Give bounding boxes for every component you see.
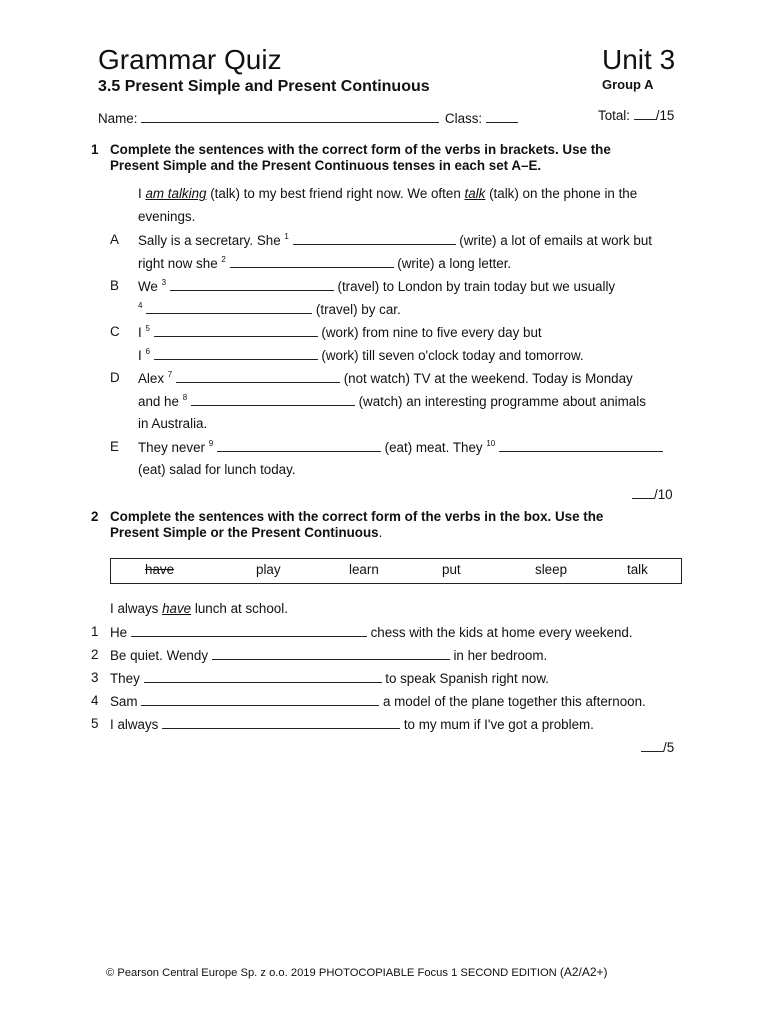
ex2-item-number-2: 2: [91, 647, 99, 662]
blank-6[interactable]: [154, 347, 318, 360]
blank-3[interactable]: [170, 278, 334, 291]
ex2-item-3: They to speak Spanish right now.: [110, 671, 549, 686]
ex2-instruction-1: Complete the sentences with the correct form of the verbs in the box. Use the: [110, 509, 604, 524]
footer-level: (A2/A2+): [559, 965, 608, 979]
ex1-score-blank[interactable]: [632, 486, 654, 499]
ex2-instruction-2: Present Simple or the Present Continuous: [110, 525, 379, 540]
blank-4[interactable]: [146, 301, 312, 314]
footer-text: © Pearson Central Europe Sp. z o.o. 2019 PHOTOCOPIABLE Focus 1 SECOND EDITION: [106, 967, 560, 979]
ex1-letter-e: E: [110, 439, 119, 454]
quiz-title: Grammar Quiz: [98, 44, 282, 75]
total-score: [598, 107, 674, 124]
word-have: have: [145, 562, 175, 577]
ex2-score: /5: [641, 739, 674, 756]
ex2-item-1: He chess with the kids at home every weekend.: [110, 625, 633, 640]
word-talk: talk: [627, 562, 648, 577]
ex1-a-line-2: right now she $^2$ (write) a long letter.: [138, 254, 512, 271]
word-box: [110, 558, 682, 584]
ex1-instruction-2: Present Simple and the Present Continuous tenses in each set A–E.: [110, 158, 542, 173]
name-label: Name:: [98, 111, 138, 126]
ex1-number: 1: [91, 142, 99, 157]
ex1-example-line-1: I am talking (talk) to my best friend right now. We often talk (talk) on the phone in the: [138, 186, 638, 201]
class-label: Class:: [444, 111, 483, 126]
ex1-letter-d: D: [110, 370, 120, 385]
ex1-letter-b: B: [110, 278, 119, 293]
ex2-example-answer: have: [162, 601, 192, 616]
word-put: put: [442, 562, 461, 577]
ex2-item-number-5: 5: [91, 716, 99, 731]
ex1-c-line-1: I $^5$ (work) from nine to five every day but: [138, 323, 542, 340]
ex2-item-number-4: 4: [91, 693, 99, 708]
ex2-item-number-3: 3: [91, 670, 99, 685]
group-label: Group A: [602, 77, 654, 92]
ex1-example-answer-1: am talking: [145, 186, 207, 201]
ex1-example-line-2: evenings.: [138, 209, 196, 224]
ex2-item-4: Sam a model of the plane together this afternoon.: [110, 694, 646, 709]
ex1-letter-c: C: [110, 324, 120, 339]
ex1-b-line-1: We $^3$ (travel) to London by train today but we usually: [138, 277, 616, 294]
word-learn: learn: [349, 562, 379, 577]
class-blank[interactable]: [486, 110, 518, 123]
ex1-d-line-3: in Australia.: [138, 416, 208, 431]
ex1-score: /10: [632, 486, 673, 503]
footer: [106, 965, 608, 979]
blank-10[interactable]: [499, 439, 663, 452]
ex2-blank-2[interactable]: [212, 647, 450, 660]
ex1-d-line-1: Alex $^7$ (not watch) TV at the weekend. Today is Monday: [138, 369, 633, 386]
ex2-blank-4[interactable]: [141, 693, 379, 706]
word-sleep: sleep: [535, 562, 568, 577]
ex1-c-line-2: I $^6$ (work) till seven o'clock today and tomorrow.: [138, 346, 584, 363]
ex2-number: 2: [91, 509, 99, 524]
ex2-item-5: I always to my mum if I've got a problem.: [110, 717, 594, 732]
total-blank[interactable]: [634, 107, 656, 120]
total-label: Total:: [598, 108, 631, 123]
ex2-example: I always have lunch at school.: [110, 601, 288, 616]
ex2-item-number-1: 1: [91, 624, 99, 639]
blank-7[interactable]: [176, 370, 340, 383]
ex2-blank-3[interactable]: [144, 670, 382, 683]
ex1-letter-a: A: [110, 232, 119, 247]
blank-8[interactable]: [191, 393, 355, 406]
word-play: play: [256, 562, 281, 577]
unit-title: Unit 3: [602, 44, 676, 75]
ex2-blank-5[interactable]: [162, 716, 400, 729]
quiz-subtitle: 3.5 Present Simple and Present Continuous: [98, 78, 430, 95]
ex1-instruction-1: Complete the sentences with the correct form of the verbs in brackets. Use the: [110, 142, 611, 157]
ex1-example-answer-2: talk: [464, 186, 486, 201]
ex1-a-line-1: Sally is a secretary. She $^1$ (write) a lot of emails at work but: [138, 231, 653, 248]
blank-9[interactable]: [217, 439, 381, 452]
blank-5[interactable]: [154, 324, 318, 337]
blank-1[interactable]: [293, 232, 456, 245]
ex2-score-blank[interactable]: [641, 739, 663, 752]
ex1-e-line-2: (eat) salad for lunch today.: [138, 462, 296, 477]
ex1-b-line-2: $^4$ (travel) by car.: [138, 300, 401, 317]
ex2-item-2: Be quiet. Wendy in her bedroom.: [110, 648, 548, 663]
name-line: [98, 110, 518, 127]
ex1-d-line-2: and he $^8$ (watch) an interesting programme about animals: [138, 392, 646, 409]
ex1-e-line-1: They never $^9$ (eat) meat. They $^{10}$: [138, 439, 663, 456]
total-max: /15: [655, 108, 675, 123]
ex2-instruction-2-line: Present Simple or the Present Continuous.: [110, 525, 383, 540]
name-blank[interactable]: [141, 110, 439, 123]
ex2-blank-1[interactable]: [131, 624, 367, 637]
blank-2[interactable]: [230, 255, 394, 268]
